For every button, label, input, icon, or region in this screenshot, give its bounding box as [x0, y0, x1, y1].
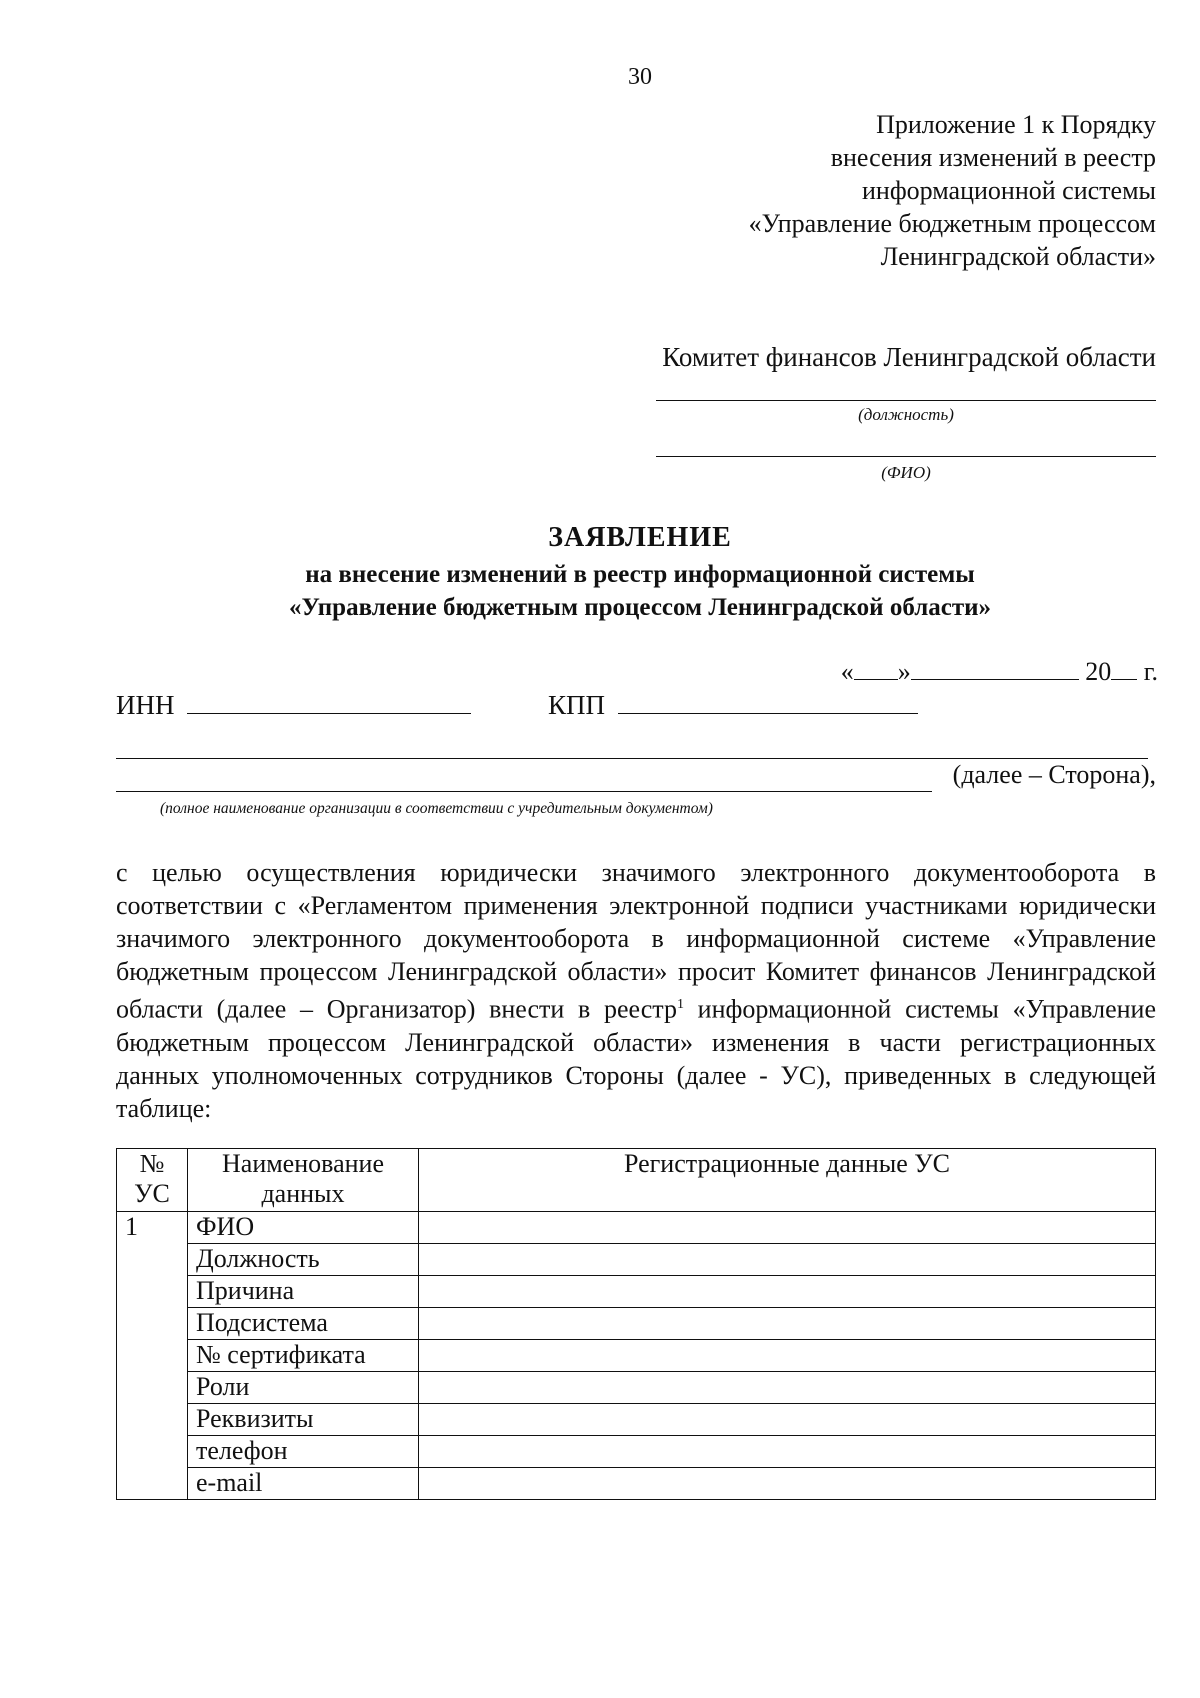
row-value-cell[interactable] — [419, 1308, 1156, 1340]
row-label: № сертификата — [188, 1340, 419, 1372]
table-row — [117, 1372, 1156, 1404]
table-row — [117, 1468, 1156, 1500]
org-name-field-2[interactable] — [116, 791, 932, 792]
title-line-2: «Управление бюджетным процессом Ленинградской области» — [288, 594, 992, 621]
appendix-line: внесения изменений в реестр — [830, 143, 1156, 172]
row-value-cell[interactable] — [419, 1276, 1156, 1308]
year-prefix: 20 — [1085, 657, 1112, 686]
header-data-name: Наименование данных — [188, 1149, 419, 1212]
table-row — [117, 1308, 1156, 1340]
row-value-cell[interactable] — [419, 1404, 1156, 1436]
paragraph-text-2: информационной системы «Управление бюджетным процессом Ленинградской области» изменения в части регистрационных данных уполномоченных сотрудников Стороны (далее - УС), приведенных в следующей таблице: — [116, 994, 1156, 1123]
appendix-line: Ленинградской области» — [880, 242, 1156, 271]
appendix-line: Приложение 1 к Порядку — [876, 110, 1156, 139]
kpp-field[interactable] — [618, 691, 918, 714]
title-line-1: на внесение изменений в реестр информационной системы — [305, 561, 975, 588]
row-value-cell[interactable] — [419, 1436, 1156, 1468]
table-row — [117, 1404, 1156, 1436]
kpp-label: КПП — [548, 690, 606, 720]
paragraph-text-1: с целью осуществления юридически значимого электронного документооборота в соответствии с «Регламентом применения электронной подписи участниками юридически значимого электронного документооборота в информационной системе «Управление бюджетным процессом Ленинградской области» просит Комитет финансов Ленинградской области (далее – Организатор) внести в реестр — [116, 858, 1156, 1024]
header-number: № УС — [117, 1149, 188, 1212]
year-suffix: г. — [1143, 657, 1158, 686]
inn-label: ИНН — [116, 690, 175, 720]
table-row — [117, 1276, 1156, 1308]
row-label: Должность — [188, 1244, 419, 1276]
kpp-row — [548, 690, 918, 721]
year-field[interactable] — [1111, 657, 1137, 680]
org-caption: (полное наименование организации в соответствии с учредительным документом) — [160, 800, 713, 817]
date-open-quote: « — [840, 657, 854, 686]
table-row — [117, 1212, 1156, 1244]
row-label: телефон — [188, 1436, 419, 1468]
table-row — [117, 1244, 1156, 1276]
row-value-cell[interactable] — [419, 1340, 1156, 1372]
registration-table — [116, 1148, 1156, 1500]
day-field[interactable] — [854, 657, 898, 680]
row-label: e-mail — [188, 1468, 419, 1500]
inn-row — [116, 690, 471, 721]
inn-field[interactable] — [187, 691, 471, 714]
table-header-row — [117, 1149, 1156, 1212]
footnote-marker: 1 — [676, 997, 684, 1012]
row-number: 1 — [117, 1212, 188, 1500]
row-value-cell[interactable] — [419, 1468, 1156, 1500]
header-registration-data: Регистрационные данные УС — [419, 1149, 1156, 1212]
row-label: ФИО — [188, 1212, 419, 1244]
date-line — [841, 657, 1158, 687]
row-value-cell[interactable] — [419, 1372, 1156, 1404]
appendix-line: «Управление бюджетным процессом — [748, 209, 1156, 238]
table-row — [117, 1436, 1156, 1468]
body-paragraph — [116, 856, 1156, 1125]
document-title: ЗАЯВЛЕНИЕ — [548, 522, 732, 553]
fio-field[interactable] — [656, 456, 1156, 457]
month-field[interactable] — [911, 657, 1079, 680]
position-field[interactable] — [656, 400, 1156, 401]
position-caption: (должность) — [858, 405, 954, 424]
row-value-cell[interactable] — [419, 1244, 1156, 1276]
row-value-cell[interactable] — [419, 1212, 1156, 1244]
org-name-field[interactable] — [116, 758, 1148, 759]
page-number: 30 — [628, 64, 652, 90]
row-label: Причина — [188, 1276, 419, 1308]
party-label: (далее – Сторона), — [952, 760, 1156, 789]
fio-caption: (ФИО) — [881, 463, 931, 482]
table-row — [117, 1340, 1156, 1372]
recipient: Комитет финансов Ленинградской области — [662, 342, 1156, 372]
row-label: Реквизиты — [188, 1404, 419, 1436]
row-label: Подсистема — [188, 1308, 419, 1340]
row-label: Роли — [188, 1372, 419, 1404]
date-close-quote: » — [897, 657, 911, 686]
appendix-line: информационной системы — [862, 176, 1156, 205]
appendix-header — [596, 108, 1156, 273]
